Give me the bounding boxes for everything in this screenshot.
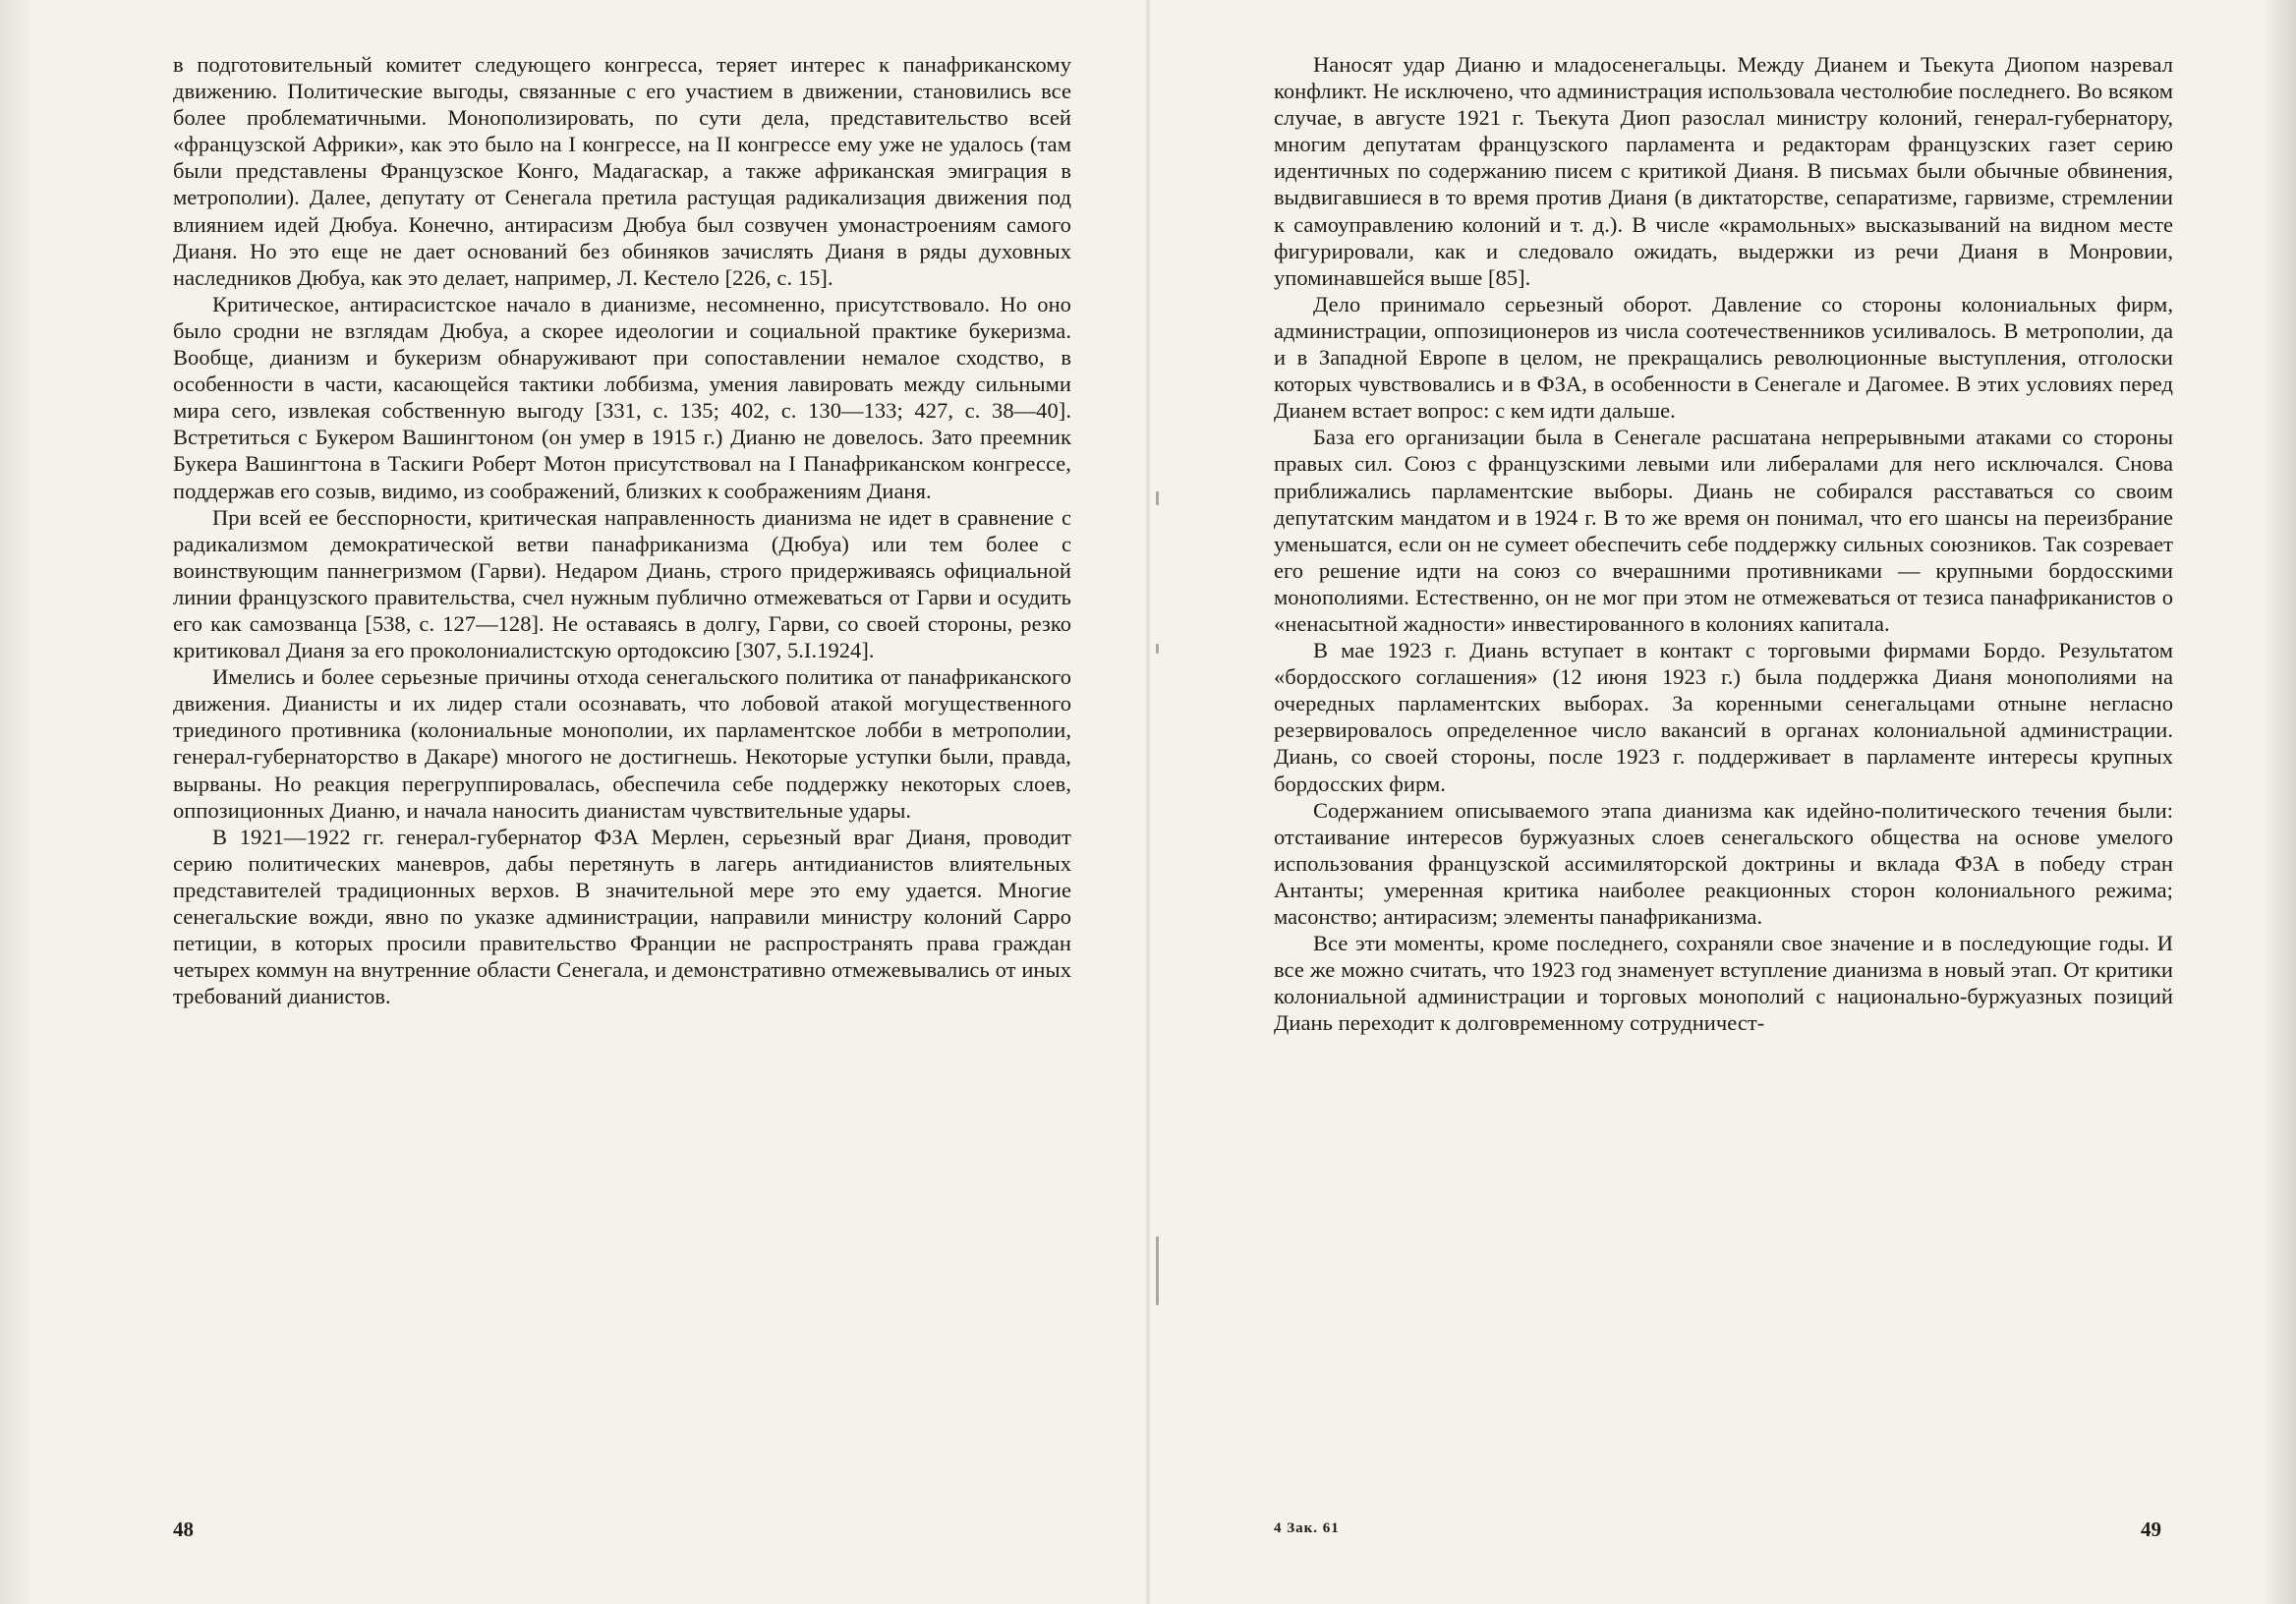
right-page-text [1274,51,2173,1036]
left-page-text [173,51,1071,1009]
paragraph: Дело принимало серьезный оборот. Давление со стороны колониальных фирм, администрации, оппозиционеров из числа соотечественников усиливалось. В метрополии, да и в Западной Европе в целом, не прекращались революционные выступления, отголоски которых чувствовались и в ФЗА, в особенности в Сенегале и Дагомее. В этих условиях перед Дианем встает вопрос: с кем идти дальше. [1274,291,2173,424]
paragraph: Критическое, антирасистское начало в дианизме, несомненно, присутствовало. Но оно было сродни не взглядам Дюбуа, а скорее идеологии и социальной практике букеризма. Вообще, дианизм и букеризм обнаруживают при сопоставлении немалое сходство, в особенности в части, касающейся тактики лоббизма, умения лавировать между сильными мира сего, извлекая собственную выгоду [331, с. 135; 402, с. 130—133; 427, с. 38—40]. Встретиться с Букером Вашингтоном (он умер в 1915 г.) Дианю не довелось. Зато преемник Букера Вашингтона в Таскиги Роберт Мотон присутствовал на I Панафриканском конгрессе, поддержав его созыв, видимо, из соображений, близких к соображениям Дианя. [173,291,1071,503]
paragraph: Наносят удар Дианю и младосенегальцы. Между Дианем и Тьекута Диопом назревал конфликт. Не исключено, что администрация использовала честолюбие последнего. Во всяком случае, в августе 1921 г. Тьекута Диоп разослал министру колоний, генерал-губернатору, многим депутатам французского парламента и редакторам французских газет серию идентичных по содержанию писем с критикой Дианя. В письмах были обычные обвинения, выдвигавшиеся в то время против Дианя (в диктаторстве, сепаратизме, гарвизме, стремлении к самоуправлению колоний и т. д.). В числе «крамольных» высказываний на видном месте фигурировали, как и следовало ожидать, выдержки из речи Дианя в Монровии, упоминавшейся выше [85]. [1274,52,2173,290]
printer-signature: 4 Зак. 61 [1274,1520,1340,1536]
paragraph: Содержанием описываемого этапа дианизма как идейно-политического течения были: отстаивание интересов буржуазных слоев сенегальского общества на основе умелого использования французской ассимиляторской доктрины и вклада ФЗА в победу стран Антанты; умеренная критика наиболее реакционных сторон колониального режима; масонство; антирасизм; элементы панафриканизма. [1274,797,2173,929]
paragraph: В мае 1923 г. Диань вступает в контакт с торговыми фирмами Бордо. Результатом «бордосского соглашения» (12 июня 1923 г.) была поддержка Дианя монополиями на очередных парламентских выборах. За коренными сенегальцами отныне негласно резервировалось определенное число вакансий в органах колониальной администрации. Диань, со своей стороны, после 1923 г. поддерживает в парламенте интересы крупных бордосских фирм. [1274,638,2173,796]
page-number: 48 [173,1518,194,1541]
paragraph: Все эти моменты, кроме последнего, сохраняли свое значение и в последующие годы. И все же можно считать, что 1923 год знаменует вступление дианизма в новый этап. От критики колониальной администрации и торговых монополий с национально-буржуазных позиций Диань переходит к долговременному сотрудничест- [1274,931,2173,1036]
paragraph: База его организации была в Сенегале расшатана непрерывными атаками со стороны правых сил. Союз с французскими левыми или либералами для него исключался. Снова приближались парламентские выборы. Диань не собирался расставаться со своим депутатским мандатом и в 1924 г. В то же время он понимал, что его шансы на переизбрание уменьшатся, если он не сумеет обеспечить себе поддержку сильных союзников. Так созревает его решение идти на союз со вчерашними противниками — крупными бордосскими монополиями. Естественно, он не мог при этом не отмежеваться от тезиса панафриканистов о «ненасытной жадности» инвестированного в колониях капитала. [1274,425,2173,636]
paragraph: В 1921—1922 гг. генерал-губернатор ФЗА Мерлен, серьезный враг Дианя, проводит серию политических маневров, дабы перетянуть в лагерь антидианистов влиятельных представителей традиционных верхов. В значительной мере это ему удается. Многие сенегальские вожди, явно по указке администрации, направили министру колоний Сарро петиции, в которых просили правительство Франции не распространять права граждан четырех коммун на внутренние области Сенегала, и демонстративно отмежевывались от иных требований дианистов. [173,824,1071,1009]
paragraph: Имелись и более серьезные причины отхода сенегальского политика от панафриканского движения. Дианисты и их лидер стали осознавать, что лобовой атакой могущественного триединого противника (колониальные монополии, их парламентское лобби в метрополии, генерал-губернаторство в Дакаре) многого не достигнешь. Некоторые уступки были, правда, вырваны. Но реакция перегруппировалась, обеспечила себе поддержку некоторых слоев, оппозиционных Дианю, и начала наносить дианистам чувствительные удары. [173,664,1071,823]
paragraph: в подготовительный комитет следующего конгресса, теряет интерес к панафриканскому движению. Политические выгоды, связанные с его участием в движении, становились все более проблематичными. Монополизировать, по сути дела, представительство всей «французской Африки», как это было на I конгрессе, на II конгрессе ему уже не удалось (там были представлены Французское Конго, Мадагаскар, а также африканская эмиграция в метрополии). Далее, депутату от Сенегала претила растущая радикализация движения под влиянием идей Дюбуа. Конечно, антирасизм Дюбуа был созвучен умонастроениям самого Дианя. Но это еще не дает оснований без обиняков зачислять Дианя в ряды духовных наследников Дюбуа, как это делает, например, Л. Кестело [226, с. 15]. [173,52,1071,290]
page-number: 49 [2141,1518,2161,1541]
right-page [1148,0,2296,1604]
paragraph: При всей ее бесспорности, критическая направленность дианизма не идет в сравнение с радикализмом демократической ветви панафриканизма (Дюбуа) или тем более с воинствующим паннегризмом (Гарви). Недаром Диань, строго придерживаясь официальной линии французского правительства, счел нужным публично отмежеваться от Гарви и осудить его как самозванца [538, с. 127—128]. Не оставаясь в долгу, Гарви, со своей стороны, резко критиковал Дианя за его проколониалистскую ортодоксию [307, 5.I.1924]. [173,504,1071,663]
